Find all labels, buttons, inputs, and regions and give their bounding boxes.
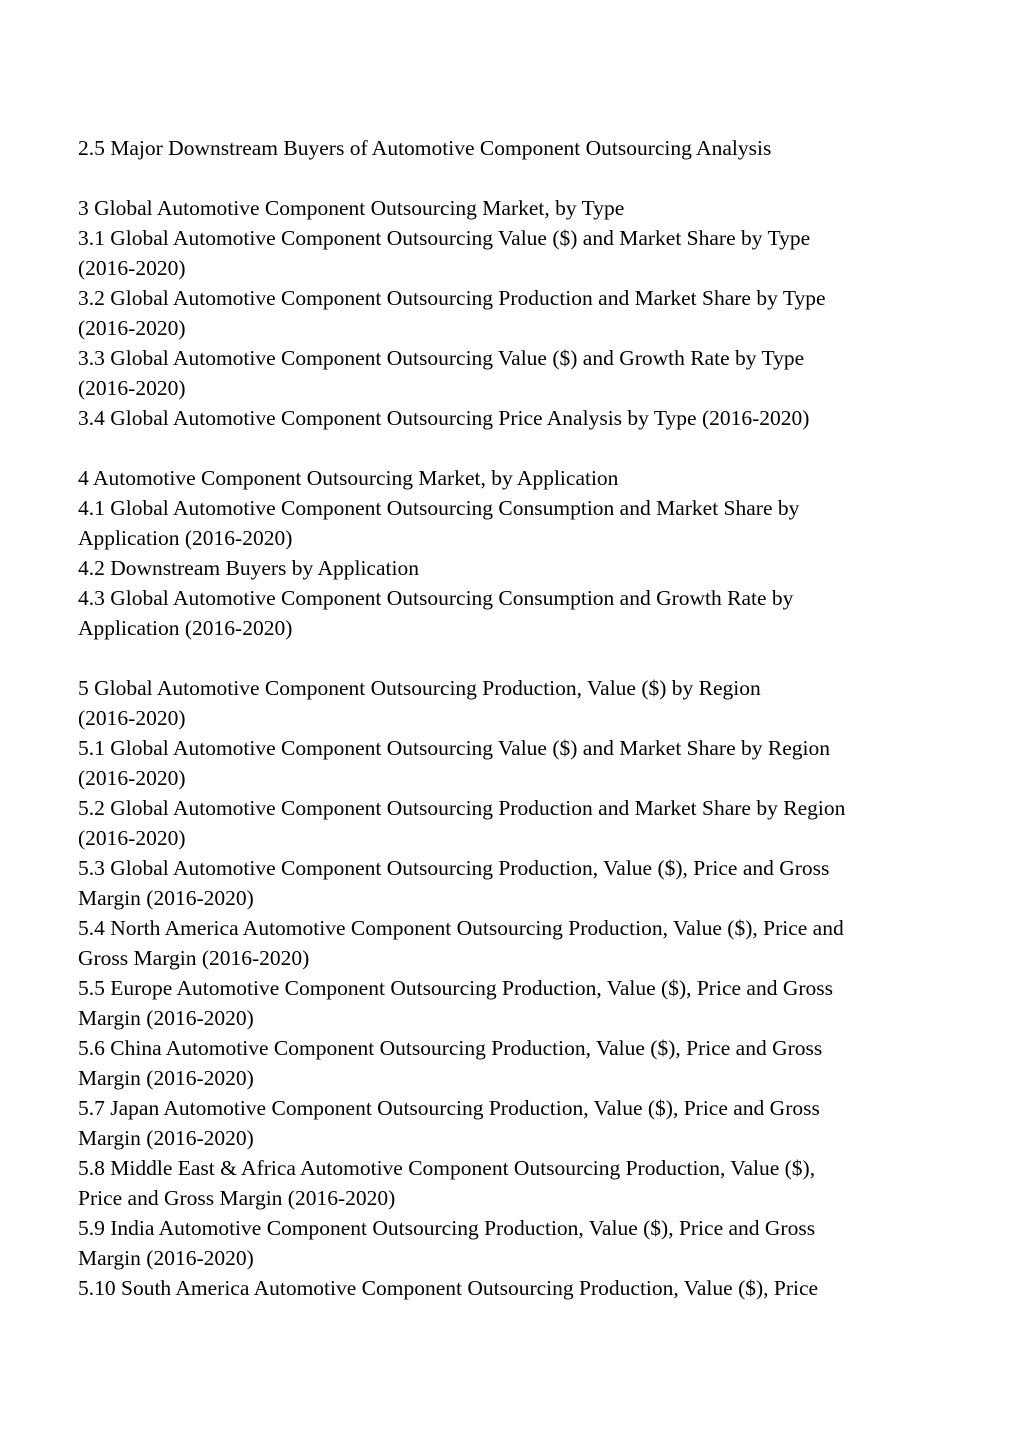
toc-line: 5.9 India Automotive Component Outsourcing Production, Value ($), Price and Gross [78,1216,816,1240]
toc-line: Margin (2016-2020) [78,1006,254,1030]
toc-line: 3 Global Automotive Component Outsourcing Market, by Type [78,196,625,220]
blank-line [78,163,958,193]
toc-line: 3.3 Global Automotive Component Outsourcing Value ($) and Growth Rate by Type [78,346,805,370]
toc-line: (2016-2020) [78,826,186,850]
toc-line: 5 Global Automotive Component Outsourcing Production, Value ($) by Region [78,676,761,700]
toc-line: Application (2016-2020) [78,616,293,640]
toc-line: 5.10 South America Automotive Component Outsourcing Production, Value ($), Price [78,1276,819,1300]
toc-line: 4 Automotive Component Outsourcing Market, by Application [78,466,619,490]
toc-line: 5.5 Europe Automotive Component Outsourcing Production, Value ($), Price and Gross [78,976,833,1000]
toc-line: Application (2016-2020) [78,526,293,550]
toc-line: 4.2 Downstream Buyers by Application [78,556,419,580]
toc-line: 5.4 North America Automotive Component Outsourcing Production, Value ($), Price and [78,916,844,940]
toc-line: 5.2 Global Automotive Component Outsourcing Production and Market Share by Region [78,796,846,820]
toc-line: 5.7 Japan Automotive Component Outsourcing Production, Value ($), Price and Gross [78,1096,820,1120]
toc-line: Price and Gross Margin (2016-2020) [78,1186,396,1210]
toc-line: (2016-2020) [78,706,186,730]
toc-line: 5.6 China Automotive Component Outsourcing Production, Value ($), Price and Gross [78,1036,823,1060]
toc-line: Margin (2016-2020) [78,886,254,910]
toc-line: 4.1 Global Automotive Component Outsourcing Consumption and Market Share by [78,496,800,520]
toc-line: 5.1 Global Automotive Component Outsourcing Value ($) and Market Share by Region [78,736,830,760]
toc-line: 3.4 Global Automotive Component Outsourcing Price Analysis by Type (2016-2020) [78,406,810,430]
toc-line: (2016-2020) [78,316,186,340]
toc-line: 5.3 Global Automotive Component Outsourcing Production, Value ($), Price and Gross [78,856,830,880]
toc-line: 5.8 Middle East & Africa Automotive Component Outsourcing Production, Value ($), [78,1156,816,1180]
toc-line: 2.5 Major Downstream Buyers of Automotive Component Outsourcing Analysis [78,136,772,160]
table-of-contents [78,133,958,1303]
toc-line: Margin (2016-2020) [78,1126,254,1150]
toc-line: (2016-2020) [78,376,186,400]
toc-line: 3.1 Global Automotive Component Outsourcing Value ($) and Market Share by Type [78,226,811,250]
toc-line: (2016-2020) [78,256,186,280]
toc-line: (2016-2020) [78,766,186,790]
toc-line: Margin (2016-2020) [78,1066,254,1090]
blank-line [78,643,958,673]
toc-line: 4.3 Global Automotive Component Outsourcing Consumption and Growth Rate by [78,586,794,610]
blank-line [78,433,958,463]
toc-line: Margin (2016-2020) [78,1246,254,1270]
toc-line: Gross Margin (2016-2020) [78,946,310,970]
toc-line: 3.2 Global Automotive Component Outsourcing Production and Market Share by Type [78,286,826,310]
